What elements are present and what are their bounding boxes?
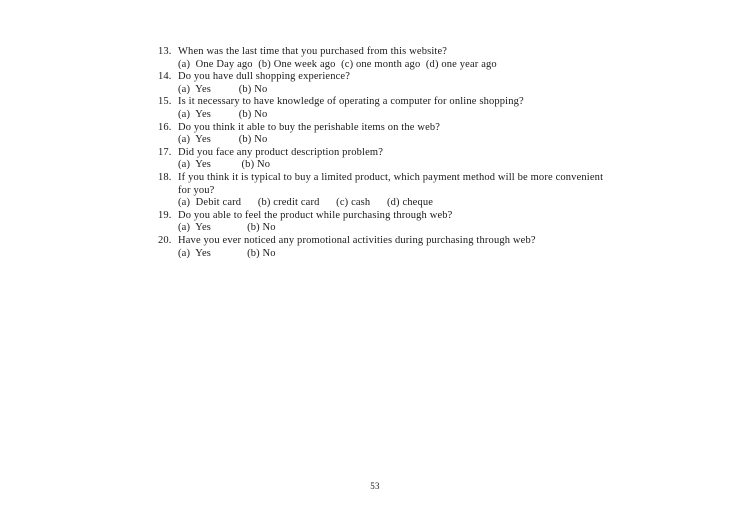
answer-options: (a) Yes (b) No <box>178 159 271 171</box>
question-text: Do you think it able to buy the perishable items on the web? <box>178 121 441 133</box>
question-text: Is it necessary to have knowledge of operating a computer for online shopping? <box>178 96 524 108</box>
question-20-line <box>158 235 628 248</box>
question-text: Have you ever noticed any promotional activities during purchasing through web? <box>178 234 536 246</box>
answer-options: (a) Yes (b) No <box>178 222 276 234</box>
question-text: Do you able to feel the product while purchasing through web? <box>178 209 453 221</box>
question-number: 20. <box>158 234 172 246</box>
question-16-line <box>158 122 628 135</box>
answer-options: (a) Yes (b) No <box>178 247 276 259</box>
question-text: When was the last time that you purchased from this website? <box>178 46 448 57</box>
answer-options: (a) Yes (b) No <box>178 83 268 95</box>
question-number: 13. <box>158 46 172 57</box>
question-text: Do you have dull shopping experience? <box>178 71 351 83</box>
answer-options: (a) Yes (b) No <box>178 134 268 146</box>
question-text: Did you face any product description problem? <box>178 146 384 158</box>
question-20 <box>158 235 628 260</box>
answer-options: (a) One Day ago (b) One week ago (c) one month ago (d) one year ago <box>178 58 497 70</box>
questionnaire-list <box>158 46 628 260</box>
page-number: 53 <box>370 481 380 491</box>
question-number: 19. <box>158 209 172 221</box>
question-15 <box>158 96 628 121</box>
question-15-line <box>158 96 628 109</box>
question-13-line <box>158 46 628 59</box>
question-18 <box>158 172 628 210</box>
question-number: 15. <box>158 96 172 108</box>
question-text: If you think it is typical to buy a limited product, which payment method will be more convenient for you? <box>178 171 604 196</box>
answer-options: (a) Debit card (b) credit card (c) cash (d) cheque <box>178 197 434 209</box>
question-18-line <box>158 172 628 197</box>
question-number: 17. <box>158 146 172 158</box>
question-14 <box>158 71 628 96</box>
question-number: 16. <box>158 121 172 133</box>
question-17 <box>158 147 628 172</box>
question-number: 18. <box>158 171 172 183</box>
question-14-line <box>158 71 628 84</box>
question-number: 14. <box>158 71 172 83</box>
question-17-line <box>158 147 628 160</box>
question-19-line <box>158 210 628 223</box>
question-13 <box>158 46 628 71</box>
answer-options: (a) Yes (b) No <box>178 108 268 120</box>
question-16 <box>158 122 628 147</box>
question-19 <box>158 210 628 235</box>
